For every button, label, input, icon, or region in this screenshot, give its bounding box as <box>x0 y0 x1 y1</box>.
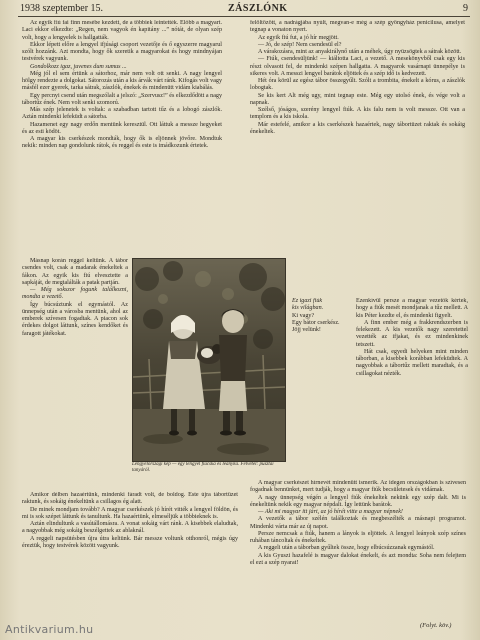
paragraph: — Aki mi magyar itt járt, az jó hírét vitte a magyar népnek! <box>258 509 403 515</box>
paragraph: — Jó, de szép! Nem csendesül el? <box>258 41 342 48</box>
paragraph: Az egyik fiú fut, a jó hír megjött. <box>258 34 339 41</box>
page-header <box>20 2 468 16</box>
photo-caption: Lengyelországi kép — egy lengyel fiúcska és leányka. Felvétel: pusztai tanyáról. <box>132 462 274 473</box>
issue-date: 1938 szeptember 15. <box>20 3 104 14</box>
paragraph: Egy percnyi csend után megszólalt a jelszó: „Szervusz!” és elkezdődött a nagy tábortűz ének. Nem volt senki szomorú. <box>22 92 222 106</box>
paragraph: A reggeli után a táborban gyűltek össze, hogy elbúcsúzzanak egymástól. <box>258 545 435 552</box>
publication-title: ZÁSZLÓNK <box>228 3 288 14</box>
paragraph: A reggeli napsütésben újra útra keltünk. Bár messze voltunk otthonról, mégis úgy éreztük, hogy testvérek között vagyunk. <box>22 535 238 549</box>
paragraph: Hazamenet egy nagy erdőn mentünk keresztül. Ott láttuk a messze hegyeket és az esti ködöt. <box>22 121 222 135</box>
left-lower-column <box>22 492 238 632</box>
paragraph: kis világban. <box>292 305 324 312</box>
paragraph: Másnap korán reggel keltünk. A tábor csendes volt, csak a madarak énekeltek a fákon. Az egyik kis fiú elvesztette a sapkáját, de megtalálták a patak partján. <box>22 258 128 286</box>
paragraph: A magyar kis cserkészek mondták, hogy ők is eljönnek jövőre. Mondtuk nekik: minden nap gondolunk rátok, és reggel és este is imádkozunk értetek. <box>22 136 222 150</box>
paragraph: Az egyik fiú fai finn mesébe kezdett, de a többiek leintették. Előbb a magyart. Laci ekkor elkezdte: „Regen, nem vagyok én kapitány ...” nótát, de olyan szép volt, hogy a lengyelek is hallgatták. <box>22 20 222 41</box>
right-bottom-column <box>250 480 466 620</box>
paragraph: Így búcsúztunk el egymástól. Az ünnepség után a városba mentünk, ahol az emberek szívesen fogadtak. A piacon sok érdekes dolgot láttunk, színes kendőket és faragott játékokat. <box>22 301 128 337</box>
paragraph: Hét óra körül az egész tábor összegyűlt. Szólt a trombita, énekelt a kórus, a zászlók lobogtak. <box>250 78 465 92</box>
left-column <box>22 20 222 256</box>
paragraph: Aztán elindultunk a vasútállomásra. A vonat sokáig várt ránk. A kisebbek elaludtak, a nagyobbak még sokáig beszélgettek az ablaknál. <box>22 521 238 535</box>
header-rule <box>18 16 470 17</box>
paragraph: — Fiúk, csendesüljünk! — kiáltotta Laci, a vezető. A mesekönyvből csak egy kis részt olvasott fel, de mindenki szépen hallgatta. A magyarok vasárnapi ünnepélye is sikeres volt. A messzi lengyel barátok eljöttek és a szép idő is kedvezett. <box>250 56 465 77</box>
paragraph: Amikor délben hazaértünk, mindenki fáradt volt, de boldog. Este újra tábortüzet raktunk, és sokáig énekeltünk a csillagos ég alatt. <box>22 492 238 506</box>
paragraph: A várakozásra, mint az anyakirálynő után a méhek, úgy nyüzsögtek a sátrak között. <box>258 49 462 55</box>
paragraph: Ekkor lépett előre a lengyel ifjúsági csoport vezetője és ő egyszerre magyarul szólt hozzánk. Azt mondta, hogy ők szeretik a magyarokat és hogy mindnyájan testvérek vagyunk. <box>22 41 222 63</box>
paragraph: Más szép jelenetek is voltak: a szabadban tartott tűz és a lobogó zászlók. Aztán mindenki lefeküdt a sátorba. <box>22 107 222 121</box>
paragraph: Se kis kert Alt még ugy, mint tegnap este. Még egy utolsó ének, és vége volt a napnak. <box>250 92 465 106</box>
paragraph: Hát csak, egyedi helyeken mint minden táborban, a kisebbek korábban lefeküdtek. A nagyobbak a tábortűz mellett maradtak, és a csillagokat nézték. <box>356 348 468 377</box>
left-narrow-column <box>22 258 128 490</box>
paragraph: A nagy ünnepség végén a lengyel fiúk énekeltek nekünk egy szép dalt. Mi is énekeltünk nekik egy magyar népdalt. Így lettünk barátok. <box>250 494 466 508</box>
paragraph: Ez igazi fiúk <box>292 298 323 304</box>
right-float-column <box>292 298 352 448</box>
paragraph: Szélső, jóságos, szerény lengyel fiúk. A kis falu nem is volt messze. Ott van a templom és a kis iskola. <box>250 107 465 121</box>
paragraph: Egy bátor cserkész. <box>292 319 340 326</box>
paragraph: felöltözött, a nadrágjába nyúlt, megvan-e még a szép gyöngyház penicilusa, amelyet tegnap a vonaton nyert. <box>250 20 465 34</box>
paragraph: Ki vagy? <box>292 312 315 319</box>
paragraph: A kis Gyuszi hazafelé is magyar dalokat énekelt, és azt mondta: Soha nem felejtem el ezt a szép nyarat! <box>250 552 466 566</box>
paragraph: A magyar cserkészet hírnevét mindenütt ismerik. Az idegen országokban is szívesen fogadnak bennünket, mert tudják, hogy a magyar fiúk becsületesek és vidámak. <box>250 480 466 494</box>
paragraph: Gondolkozz igaz, juvenes dum sumus ... <box>30 63 127 70</box>
paragraph: De minek mondjam tovább? A magyar cserkészek jó hírét vitték a lengyel földön, és mi is sok szépet láttunk és tanultunk. Ha hazaértünk, elmeséljük a többieknek is. <box>22 506 238 520</box>
paragraph: A finn ember még a frakkrendszerben is felekezett. A kis vezetők nagy szeretettel vezették az ifjakat, és ez mindenkinek tetszett. <box>356 319 468 348</box>
paragraph: A vezetők a tábor szélén találkoztak és megbeszélték a másnapi programot. Mindenki várta már az új napot. <box>250 516 466 530</box>
paragraph: Ezenkívül persze a magyar vezetők kértek, hogy a fiúk mesét mondjanak a tűz mellett. A kis Péter kezdte el, és mindenki figyelt. <box>356 298 468 319</box>
paragraph: — Még sokszor fogunk találkozni, mondta a vezető. <box>22 287 128 301</box>
paragraph: Jöjj velünk! <box>292 327 321 333</box>
right-lower-column <box>356 298 468 478</box>
paragraph: Még jól el sem értünk a sátorhoz, már nem volt ott senki. A nagy lengyel hölgy rendezte a dolgokat. Sátorozás után a kis árvák várt ránk. Kifogás volt vagy másfél ezer gyerek, tarka sátrak, zászlók, énekek és mindenütt vidám kiabálás. <box>22 70 222 92</box>
right-column <box>250 20 465 296</box>
paragraph: Már estefelé, amikor a kis cserkészek hazaértek, nagy tábortüzet raktak és sokáig énekeltek. <box>250 121 465 135</box>
page-number: 9 <box>463 3 468 14</box>
continued-note: (Folyt. köv.) <box>420 622 452 629</box>
watermark-text: Antikvarium.hu <box>5 623 94 636</box>
paragraph: Persze nemcsak a fiúk, hanem a lányok is eljöttek. A lengyel leányok szép színes ruhában táncoltak és énekeltek. <box>250 530 466 544</box>
